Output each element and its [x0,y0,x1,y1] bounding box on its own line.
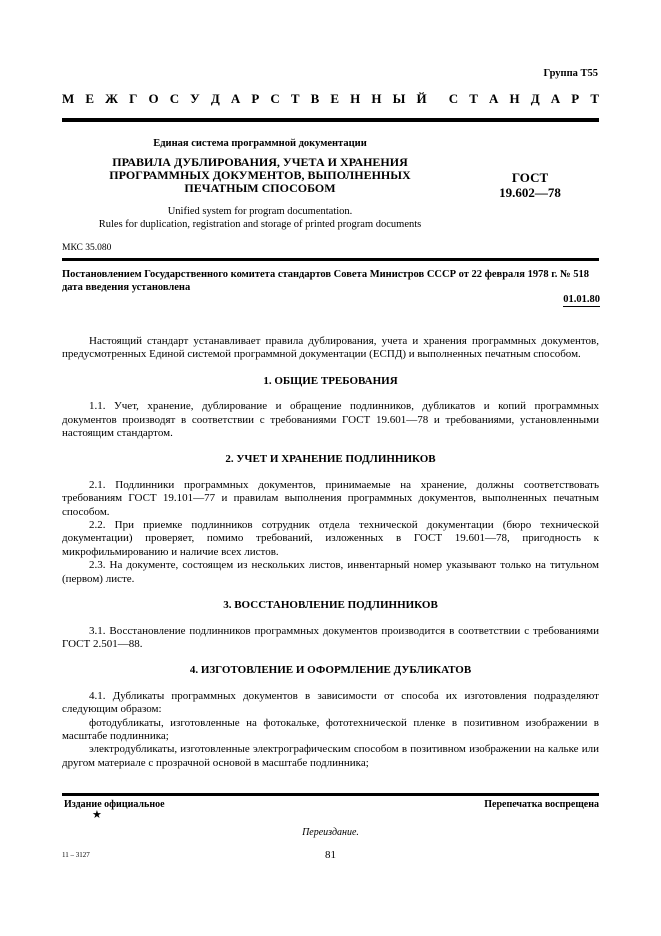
paragraph: электродубликаты, изготовленные электрографическим способом в позитивном изображении на кальке или другом материале с прозрачной основой в масштабе подлинника; [62,743,599,769]
paragraph: 3.1. Восстановление подлинников программных документов производится в соответствии с требованиями ГОСТ 2.501—88. [62,624,599,650]
title-line: ПЕЧАТНЫМ СПОСОБОМ [184,181,336,195]
heading-letter: О [148,91,159,106]
top-rule [62,118,599,122]
reprint-forbidden-label: Перепечатка воспрещена [484,799,599,810]
heading-letter: Й [416,91,427,106]
heading-letter: У [190,91,200,106]
heading-letter: Ы [392,91,406,106]
gost-number: 19.602—78 [499,185,561,200]
paragraph: 4.1. Дубликаты программных документов в зависимости от способа их изготовления подразделяют следующим образом: [62,689,599,716]
heading-letter: А [230,91,241,106]
title-line: ПРАВИЛА ДУБЛИРОВАНИЯ, УЧЕТА И ХРАНЕНИЯ [112,155,408,169]
mks-code: МКС 35.080 [62,243,112,253]
heading-letter: Д [530,91,540,106]
title-line: ПРОГРАММНЫХ ДОКУМЕНТОВ, ВЫПОЛНЕННЫХ [109,168,411,182]
heading-letter: С [169,91,180,106]
paragraph: 2.2. При приемке подлинников сотрудник отдела технической документации (бюро технической документации) проверяет, помимо требований, изложенных в ГОСТ 19.601—78, пригодность к микрофильмированию и наличие всех листов. [62,519,599,558]
decree-line: Постановлением Государственного комитета стандартов Совета Министров СССР от 22 февраля 1978 г. № 518 [62,269,589,280]
print-code: 11 – 3127 [62,851,90,859]
decree-text [62,268,602,294]
paragraph: фотодубликаты, изготовленные на фотокальке, фототехнической пленке в позитивном изображении в масштабе подлинника; [62,716,599,742]
document-body [62,335,599,770]
heading-letter: Р [251,91,260,106]
group-code: Группа Т55 [543,68,598,79]
heading-letter: Т [469,91,478,106]
paragraph: 2.3. На документе, состоящем из нескольких листов, инвентарный номер указывают только на титульном (первом) листе. [62,559,599,585]
heading-letter: С [270,91,280,106]
section-heading-2: 2. УЧЕТ И ХРАНЕНИЕ ПОДЛИННИКОВ [225,453,436,466]
heading-letter: Н [350,91,361,106]
footer-rule [62,793,599,796]
star-icon: ★ [92,809,102,821]
heading-letter: А [489,91,499,106]
heading-letter: Н [509,91,520,106]
gost-label: ГОСТ [511,170,549,185]
heading-letter: Е [85,91,95,106]
interstate-standard-heading [62,91,599,107]
heading-letter: Г [129,91,138,106]
section-heading-3: 3. ВОССТАНОВЛЕНИЕ ПОДЛИННИКОВ [223,599,438,612]
page-number: 81 [325,849,336,861]
heading-letter: Е [330,91,340,106]
heading-letter: Р [571,91,580,106]
effective-date: 01.01.80 [563,294,600,305]
series-title: Единая система программной документации [153,138,367,149]
document-title [60,156,460,195]
gost-designation [470,170,590,200]
heading-letter: В [310,91,320,106]
intro-paragraph: Настоящий стандарт устанавливает правила дублирования, учета и хранения программных документов, предусмотренных Единой системой программной документации (ЕСПД) и выполненных печатным способом. [62,335,599,361]
paragraph: 2.1. Подлинники программных документов, принимаемые на хранение, должны соответствовать требованиям ГОСТ 19.101—77 и правилам выполнения программных документов, выполненных печатным способом. [62,478,599,518]
official-edition-label: Издание официальное [64,799,165,810]
heading-letter: Н [371,91,382,106]
english-title-line: Rules for duplication, registration and storage of printed program documents [98,219,422,230]
reissue-note: Переиздание. [302,827,359,838]
heading-letter: Д [210,91,220,106]
heading-letter: Т [290,91,300,106]
english-title [60,205,460,231]
heading-letter: С [448,91,459,106]
english-title-line: Unified system for program documentation. [167,206,353,217]
heading-letter: А [550,91,561,106]
section-heading-1: 1. ОБЩИЕ ТРЕБОВАНИЯ [263,374,398,387]
heading-letter: М [62,91,75,106]
decree-rule [62,258,599,261]
decree-line: дата введения установлена [62,282,191,293]
heading-letter: Т [590,91,599,106]
section-heading-4: 4. ИЗГОТОВЛЕНИЕ И ОФОРМЛЕНИЕ ДУБЛИКАТОВ [189,664,472,677]
paragraph: 1.1. Учет, хранение, дублирование и обращение подлинников, дубликатов и копий программных документов производят в соответствии с требованиями ГОСТ 19.601—78 и требованиями, установленными настоящим стандартом. [62,400,599,440]
heading-letter: Ж [105,91,118,106]
